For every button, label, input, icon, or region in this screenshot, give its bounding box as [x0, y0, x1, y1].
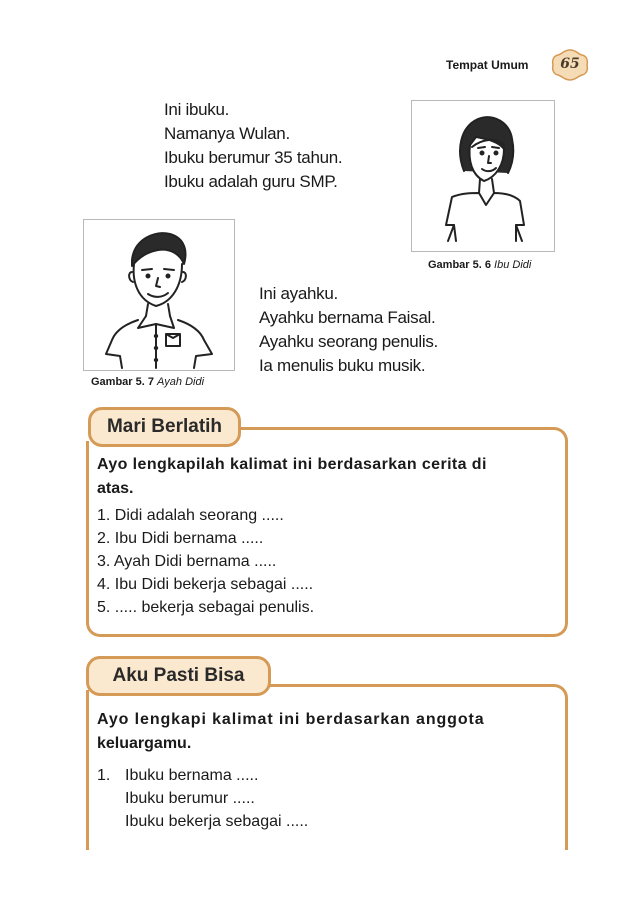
narrative-line: Ia menulis buku musik. [259, 356, 426, 375]
narrative-line: Ayahku seorang penulis. [259, 332, 438, 351]
narrative-line: Ibuku adalah guru SMP. [164, 172, 338, 191]
exercise2-instruction [97, 708, 557, 756]
section-title: Tempat Umum [446, 58, 529, 72]
narrative-line: Ini ibuku. [164, 100, 230, 119]
narrative-line: Ayahku bernama Faisal. [259, 308, 436, 327]
mother-illustration [412, 101, 553, 250]
instruction-line: keluargamu. [97, 735, 192, 752]
caption-name: Ibu Didi [494, 259, 532, 271]
instruction-line: Ayo lengkapilah kalimat ini berdasarkan cerita di [97, 456, 487, 473]
father-narrative [259, 282, 438, 378]
exercise1-title-tab [88, 407, 241, 447]
exercise2-title-tab [86, 656, 271, 696]
exercise1-instruction [97, 453, 557, 501]
list-item: 1. Didi adalah seorang ..... [97, 507, 284, 524]
list-item: Ibuku berumur ..... [125, 790, 255, 807]
exercise2-box-top-border [268, 684, 568, 698]
page-number: 65 [560, 56, 580, 72]
mother-narrative [164, 98, 342, 194]
mother-illustration-frame [411, 100, 555, 252]
list-item: 3. Ayah Didi bernama ..... [97, 553, 277, 570]
page-number-badge [550, 48, 590, 82]
narrative-line: Ibuku berumur 35 tahun. [164, 148, 343, 167]
father-caption [91, 376, 204, 388]
exercise2-left-border [86, 690, 89, 850]
caption-name: Ayah Didi [157, 376, 205, 388]
list-item: Ibuku bernama ..... [125, 767, 259, 784]
instruction-line: Ayo lengkapi kalimat ini berdasarkan anggota [97, 711, 485, 728]
exercise1-box-top-border [230, 427, 568, 441]
instruction-line: atas. [97, 480, 134, 497]
caption-label: Gambar 5. 6 [428, 259, 491, 271]
narrative-line: Ini ayahku. [259, 284, 338, 303]
exercise2-title: Aku Pasti Bisa [112, 665, 245, 686]
list-item: 5. ..... bekerja sebagai penulis. [97, 599, 315, 616]
mother-caption [428, 259, 531, 271]
list-item: Ibuku bekerja sebagai ..... [125, 813, 309, 830]
exercise2-item-number: 1. [97, 767, 111, 784]
list-item: 4. Ibu Didi bekerja sebagai ..... [97, 576, 314, 593]
father-illustration-frame [83, 219, 235, 371]
father-illustration [84, 220, 233, 369]
exercise1-list [97, 504, 314, 619]
exercise2-item-lines [125, 764, 308, 833]
caption-label: Gambar 5. 7 [91, 376, 154, 388]
exercise1-title: Mari Berlatih [106, 416, 223, 437]
exercise2-right-border [565, 698, 568, 850]
narrative-line: Namanya Wulan. [164, 124, 290, 143]
list-item: 2. Ibu Didi bernama ..... [97, 530, 264, 547]
